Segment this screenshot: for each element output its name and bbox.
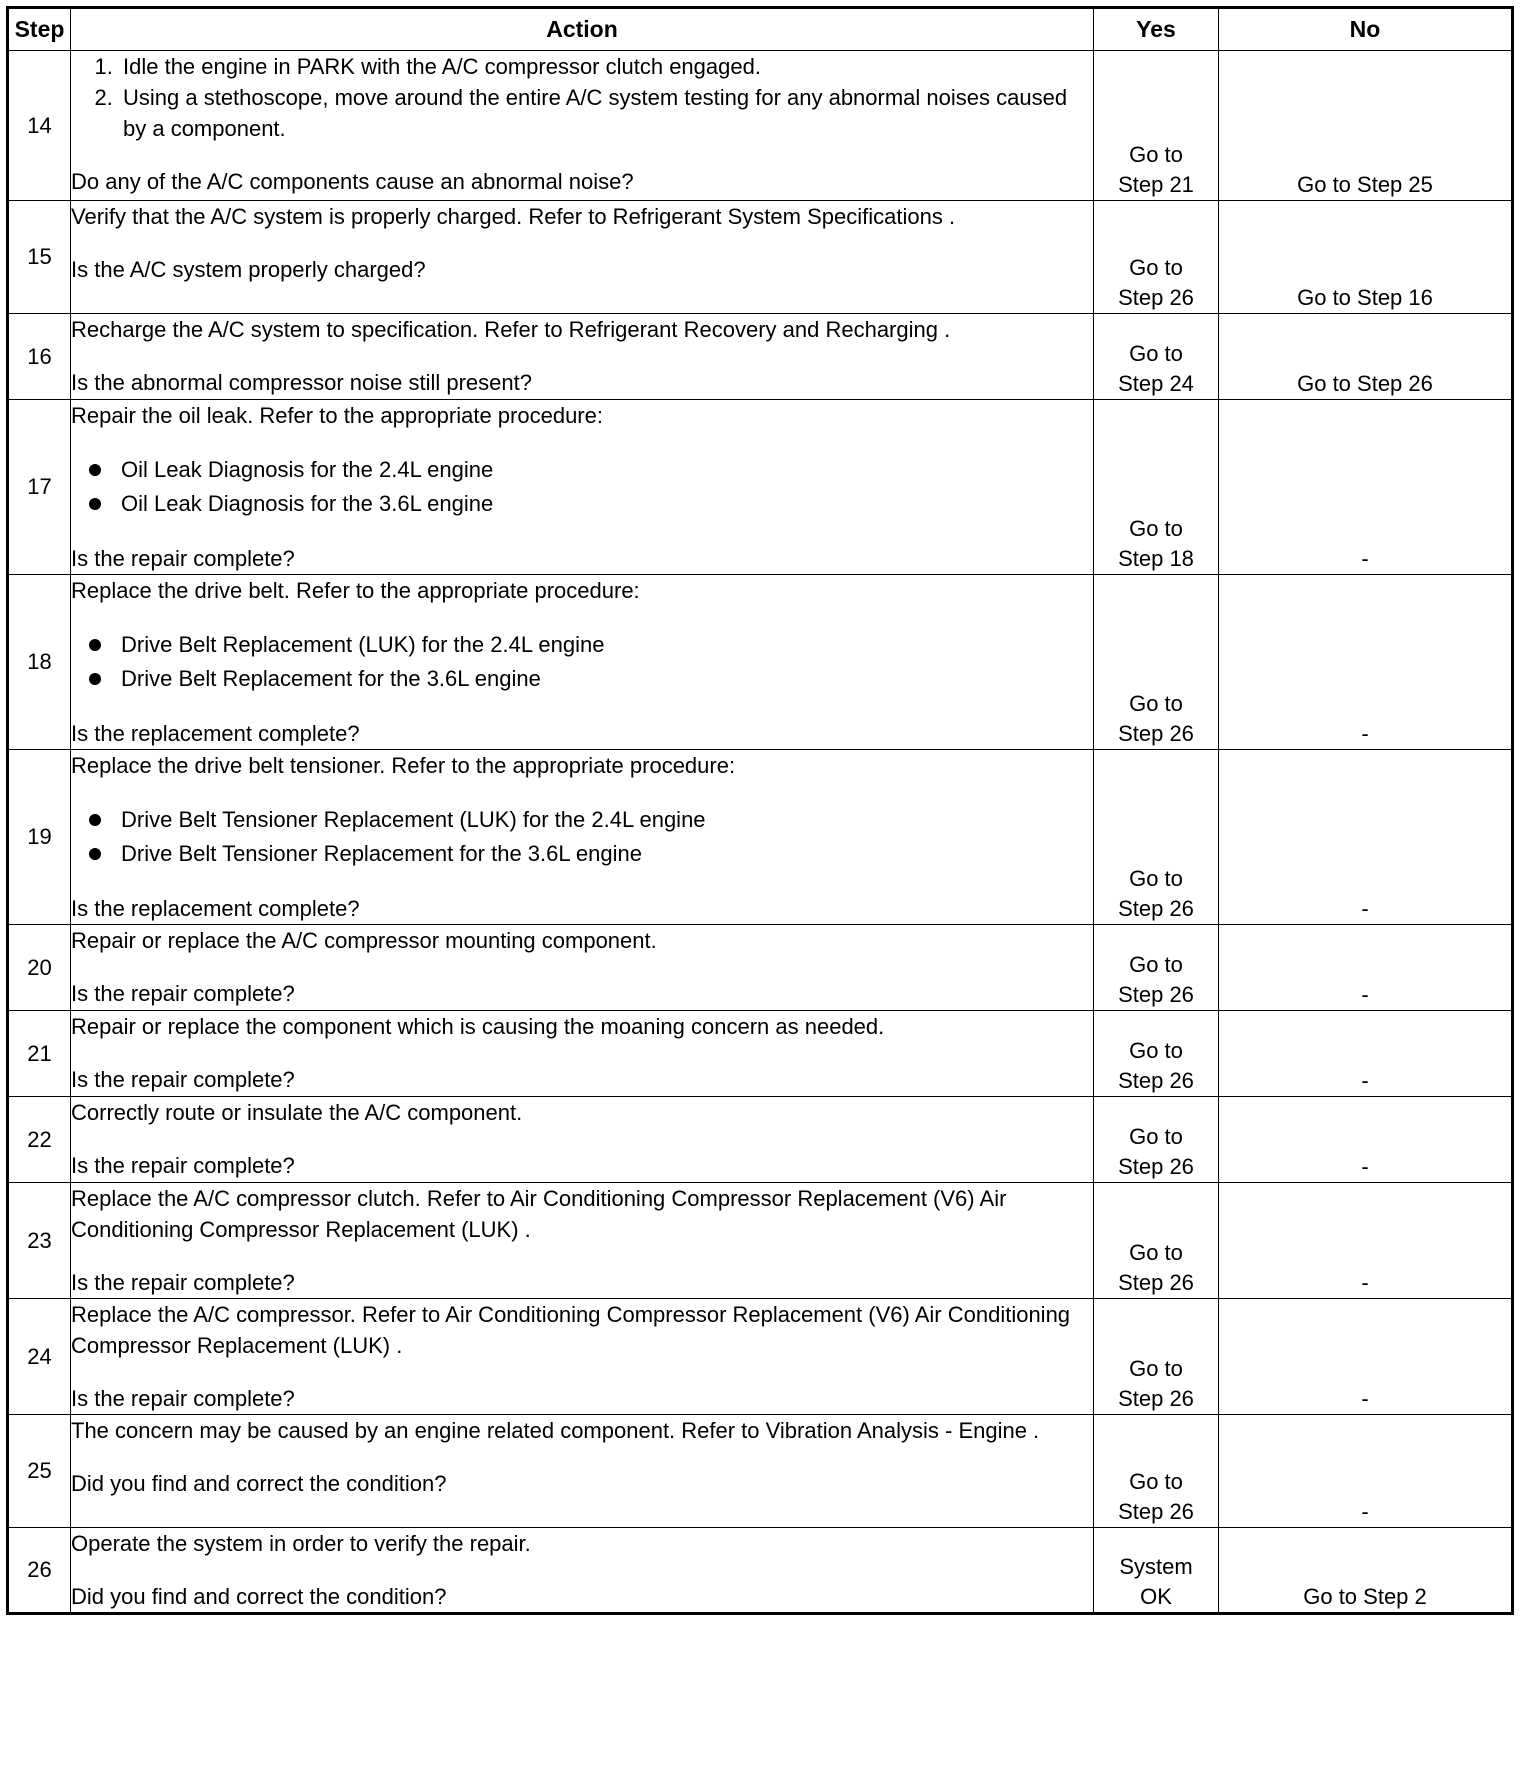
yes-result-line: Go to xyxy=(1129,341,1183,366)
table-row xyxy=(8,1528,1513,1614)
yes-cell xyxy=(1094,1528,1219,1614)
no-result: - xyxy=(1219,1183,1513,1299)
yes-result-line: Step 26 xyxy=(1118,721,1194,746)
no-result: Go to Step 25 xyxy=(1219,51,1513,201)
spacer xyxy=(71,696,1093,718)
action-question: Is the repair complete? xyxy=(71,1153,295,1178)
yes-cell xyxy=(1094,750,1219,925)
yes-result-line: Go to xyxy=(1129,1356,1183,1381)
step-number: 26 xyxy=(8,1528,71,1614)
action-cell xyxy=(71,1183,1094,1299)
yes-cell xyxy=(1094,1183,1219,1299)
yes-result-line: Go to xyxy=(1129,866,1183,891)
yes-result-line: Step 26 xyxy=(1118,1068,1194,1093)
yes-result-line: Go to xyxy=(1129,1240,1183,1265)
yes-result-line: Step 26 xyxy=(1118,1386,1194,1411)
yes-result-line: Step 24 xyxy=(1118,371,1194,396)
table-row xyxy=(8,400,1513,575)
yes-result-line: Go to xyxy=(1129,1038,1183,1063)
table-row xyxy=(8,314,1513,400)
step-number: 22 xyxy=(8,1097,71,1183)
action-text: Replace the drive belt tensioner. Refer to the appropriate procedure: xyxy=(71,753,736,778)
no-result: - xyxy=(1219,750,1513,925)
table-header-row xyxy=(8,8,1513,51)
action-bullet-text: Drive Belt Tensioner Replacement (LUK) for the 2.4L engine xyxy=(121,807,706,832)
spacer xyxy=(71,431,1093,453)
action-text: Repair or replace the component which is causing the moaning concern as needed. xyxy=(71,1014,885,1039)
spacer xyxy=(71,144,1093,166)
yes-result-line: Go to xyxy=(1129,952,1183,977)
action-text: The concern may be caused by an engine related component. Refer to Vibration Analysis - Engine . xyxy=(71,1418,1040,1443)
action-bullet-item xyxy=(89,662,1093,696)
yes-result-line: Go to xyxy=(1129,255,1183,280)
yes-cell xyxy=(1094,1415,1219,1528)
action-bullet-item xyxy=(89,837,1093,871)
table-row xyxy=(8,51,1513,201)
action-bullet-list xyxy=(71,628,1093,696)
spacer xyxy=(71,871,1093,893)
step-number: 14 xyxy=(8,51,71,201)
table-body xyxy=(8,51,1513,1614)
header-step: Step xyxy=(8,8,71,51)
yes-cell xyxy=(1094,400,1219,575)
action-question: Is the repair complete? xyxy=(71,1386,295,1411)
action-question: Is the repair complete? xyxy=(71,981,295,1006)
action-question: Do any of the A/C components cause an abnormal noise? xyxy=(71,169,634,194)
table-row xyxy=(8,1415,1513,1528)
action-cell xyxy=(71,575,1094,750)
action-numbered-item: 2. Using a stethoscope, move around the entire A/C system testing for any abnormal noises caused by a component. xyxy=(119,82,1093,144)
yes-result-line: Go to xyxy=(1129,1469,1183,1494)
yes-result-line: Go to xyxy=(1129,516,1183,541)
action-question: Is the repair complete? xyxy=(71,1067,295,1092)
spacer xyxy=(71,1042,1093,1064)
action-text: Verify that the A/C system is properly charged. Refer to Refrigerant System Specifications . xyxy=(71,204,956,229)
action-question: Is the repair complete? xyxy=(71,546,295,571)
action-text: Replace the A/C compressor clutch. Refer to Air Conditioning Compressor Replacement (V6) Air Conditioning Compressor Replacement (LUK) . xyxy=(71,1186,1007,1242)
yes-cell xyxy=(1094,575,1219,750)
no-result: - xyxy=(1219,1415,1513,1528)
action-cell xyxy=(71,1299,1094,1415)
step-number: 18 xyxy=(8,575,71,750)
table-row xyxy=(8,575,1513,750)
step-number: 23 xyxy=(8,1183,71,1299)
yes-result-line: Step 26 xyxy=(1118,1499,1194,1524)
action-bullet-item xyxy=(89,628,1093,662)
no-result: - xyxy=(1219,1011,1513,1097)
yes-cell xyxy=(1094,51,1219,201)
action-numbered-item: 1. Idle the engine in PARK with the A/C compressor clutch engaged. xyxy=(119,51,1093,82)
header-yes: Yes xyxy=(1094,8,1219,51)
action-cell xyxy=(71,1415,1094,1528)
action-question: Is the replacement complete? xyxy=(71,896,360,921)
action-cell xyxy=(71,314,1094,400)
action-bullet-list xyxy=(71,453,1093,521)
table-row xyxy=(8,1011,1513,1097)
no-result: - xyxy=(1219,1299,1513,1415)
step-number: 17 xyxy=(8,400,71,575)
header-no: No xyxy=(1219,8,1513,51)
yes-cell xyxy=(1094,314,1219,400)
action-cell xyxy=(71,201,1094,314)
no-result: - xyxy=(1219,575,1513,750)
yes-result-line: Step 26 xyxy=(1118,1154,1194,1179)
action-numbered-list xyxy=(71,51,1093,144)
step-number: 19 xyxy=(8,750,71,925)
action-text: Repair the oil leak. Refer to the appropriate procedure: xyxy=(71,403,603,428)
spacer xyxy=(71,232,1093,254)
table-row xyxy=(8,1299,1513,1415)
action-bullet-item xyxy=(89,487,1093,521)
yes-result-line: Step 21 xyxy=(1118,172,1194,197)
action-text: Correctly route or insulate the A/C component. xyxy=(71,1100,523,1125)
step-number: 15 xyxy=(8,201,71,314)
action-bullet-item xyxy=(89,453,1093,487)
no-result: Go to Step 26 xyxy=(1219,314,1513,400)
action-bullet-item xyxy=(89,803,1093,837)
action-bullet-text: Drive Belt Tensioner Replacement for the 3.6L engine xyxy=(121,841,642,866)
step-number: 21 xyxy=(8,1011,71,1097)
spacer xyxy=(71,345,1093,367)
no-result: Go to Step 2 xyxy=(1219,1528,1513,1614)
action-text: Operate the system in order to verify the repair. xyxy=(71,1531,531,1556)
yes-result-line: Step 26 xyxy=(1118,285,1194,310)
yes-result-line: Go to xyxy=(1129,142,1183,167)
yes-result-line: Step 26 xyxy=(1118,982,1194,1007)
bullet-dot-icon xyxy=(89,639,101,651)
step-number: 24 xyxy=(8,1299,71,1415)
action-cell xyxy=(71,750,1094,925)
action-question: Is the repair complete? xyxy=(71,1270,295,1295)
action-bullet-text: Oil Leak Diagnosis for the 2.4L engine xyxy=(121,457,494,482)
no-result: - xyxy=(1219,1097,1513,1183)
bullet-dot-icon xyxy=(89,848,101,860)
no-result: - xyxy=(1219,925,1513,1011)
diagnostic-table-container xyxy=(6,6,1511,1615)
action-cell xyxy=(71,51,1094,201)
spacer xyxy=(71,956,1093,978)
action-cell xyxy=(71,1011,1094,1097)
action-question: Did you find and correct the condition? xyxy=(71,1584,447,1609)
yes-cell xyxy=(1094,1011,1219,1097)
action-bullet-text: Oil Leak Diagnosis for the 3.6L engine xyxy=(121,491,494,516)
yes-result-line: Step 26 xyxy=(1118,896,1194,921)
action-cell xyxy=(71,1097,1094,1183)
action-question: Is the A/C system properly charged? xyxy=(71,257,426,282)
bullet-dot-icon xyxy=(89,498,101,510)
no-result: Go to Step 16 xyxy=(1219,201,1513,314)
yes-cell xyxy=(1094,201,1219,314)
yes-result-line: System xyxy=(1119,1554,1193,1579)
action-text: Recharge the A/C system to specification. Refer to Refrigerant Recovery and Recharging . xyxy=(71,317,951,342)
spacer xyxy=(71,1361,1093,1383)
spacer xyxy=(71,1446,1093,1468)
action-question: Is the replacement complete? xyxy=(71,721,360,746)
action-bullet-text: Drive Belt Replacement (LUK) for the 2.4L engine xyxy=(121,632,605,657)
action-text: Replace the A/C compressor. Refer to Air Conditioning Compressor Replacement (V6) Air Conditioning Compressor Replacement (LUK) . xyxy=(71,1302,1071,1358)
spacer xyxy=(71,1245,1093,1267)
step-number: 16 xyxy=(8,314,71,400)
step-number: 25 xyxy=(8,1415,71,1528)
yes-result-line: Go to xyxy=(1129,1124,1183,1149)
yes-cell xyxy=(1094,1097,1219,1183)
spacer xyxy=(71,781,1093,803)
spacer xyxy=(71,606,1093,628)
action-cell xyxy=(71,1528,1094,1614)
yes-result-line: Step 18 xyxy=(1118,546,1194,571)
action-question: Did you find and correct the condition? xyxy=(71,1471,447,1496)
spacer xyxy=(71,1128,1093,1150)
action-cell xyxy=(71,925,1094,1011)
action-question: Is the abnormal compressor noise still present? xyxy=(71,370,532,395)
table-row xyxy=(8,201,1513,314)
action-text: Repair or replace the A/C compressor mounting component. xyxy=(71,928,657,953)
yes-cell xyxy=(1094,1299,1219,1415)
action-cell xyxy=(71,400,1094,575)
step-number: 20 xyxy=(8,925,71,1011)
spacer xyxy=(71,1559,1093,1581)
table-row xyxy=(8,1183,1513,1299)
diagnostic-table xyxy=(6,6,1514,1615)
bullet-dot-icon xyxy=(89,673,101,685)
table-row xyxy=(8,750,1513,925)
action-bullet-list xyxy=(71,803,1093,871)
yes-result-line: OK xyxy=(1140,1584,1172,1609)
header-action: Action xyxy=(71,8,1094,51)
table-row xyxy=(8,925,1513,1011)
table-row xyxy=(8,1097,1513,1183)
bullet-dot-icon xyxy=(89,464,101,476)
yes-result-line: Step 26 xyxy=(1118,1270,1194,1295)
action-bullet-text: Drive Belt Replacement for the 3.6L engine xyxy=(121,666,541,691)
yes-result-line: Go to xyxy=(1129,691,1183,716)
spacer xyxy=(71,521,1093,543)
yes-cell xyxy=(1094,925,1219,1011)
no-result: - xyxy=(1219,400,1513,575)
action-text: Replace the drive belt. Refer to the appropriate procedure: xyxy=(71,578,640,603)
bullet-dot-icon xyxy=(89,814,101,826)
